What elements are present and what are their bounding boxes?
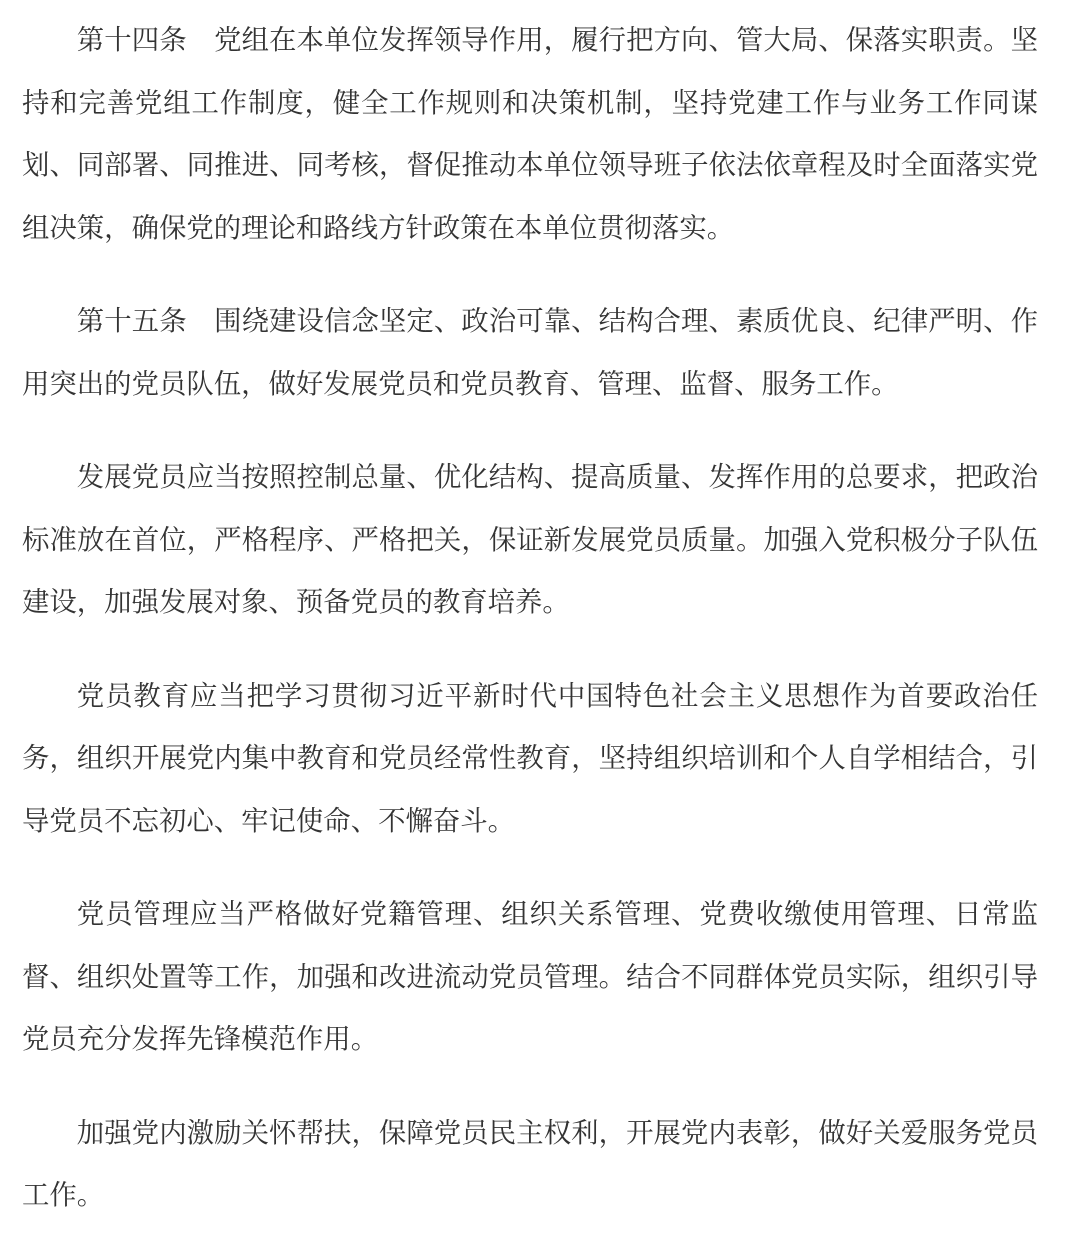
document-body	[22, 10, 1038, 1259]
paragraph-member-management: 党员管理应当严格做好党籍管理、组织关系管理、党费收缴使用管理、日常监督、组织处置等工作，加强和改进流动党员管理。结合不同群体党员实际，组织引导党员充分发挥先锋模范作用。	[22, 899, 1038, 1055]
paragraph-article-14: 第十四条 党组在本单位发挥领导作用，履行把方向、管大局、保落实职责。坚持和完善党组工作制度，健全工作规则和决策机制，坚持党建工作与业务工作同谋划、同部署、同推进、同考核，督促推动本单位领导班子依法依章程及时全面落实党组决策，确保党的理论和路线方针政策在本单位贯彻落实。	[22, 25, 1038, 244]
paragraph-article-15: 第十五条 围绕建设信念坚定、政治可靠、结构合理、素质优良、纪律严明、作用突出的党员队伍，做好发展党员和党员教育、管理、监督、服务工作。	[22, 306, 1038, 400]
paragraph-member-education: 党员教育应当把学习贯彻习近平新时代中国特色社会主义思想作为首要政治任务，组织开展党内集中教育和党员经常性教育，坚持组织培训和个人自学相结合，引导党员不忘初心、牢记使命、不懈奋斗。	[22, 680, 1038, 837]
paragraph-member-development: 发展党员应当按照控制总量、优化结构、提高质量、发挥作用的总要求，把政治标准放在首位，严格程序、严格把关，保证新发展党员质量。加强入党积极分子队伍建设，加强发展对象、预备党员的教育培养。	[22, 462, 1038, 618]
paragraph-member-care: 加强党内激励关怀帮扶，保障党员民主权利，开展党内表彰，做好关爱服务党员工作。	[22, 1117, 1038, 1211]
